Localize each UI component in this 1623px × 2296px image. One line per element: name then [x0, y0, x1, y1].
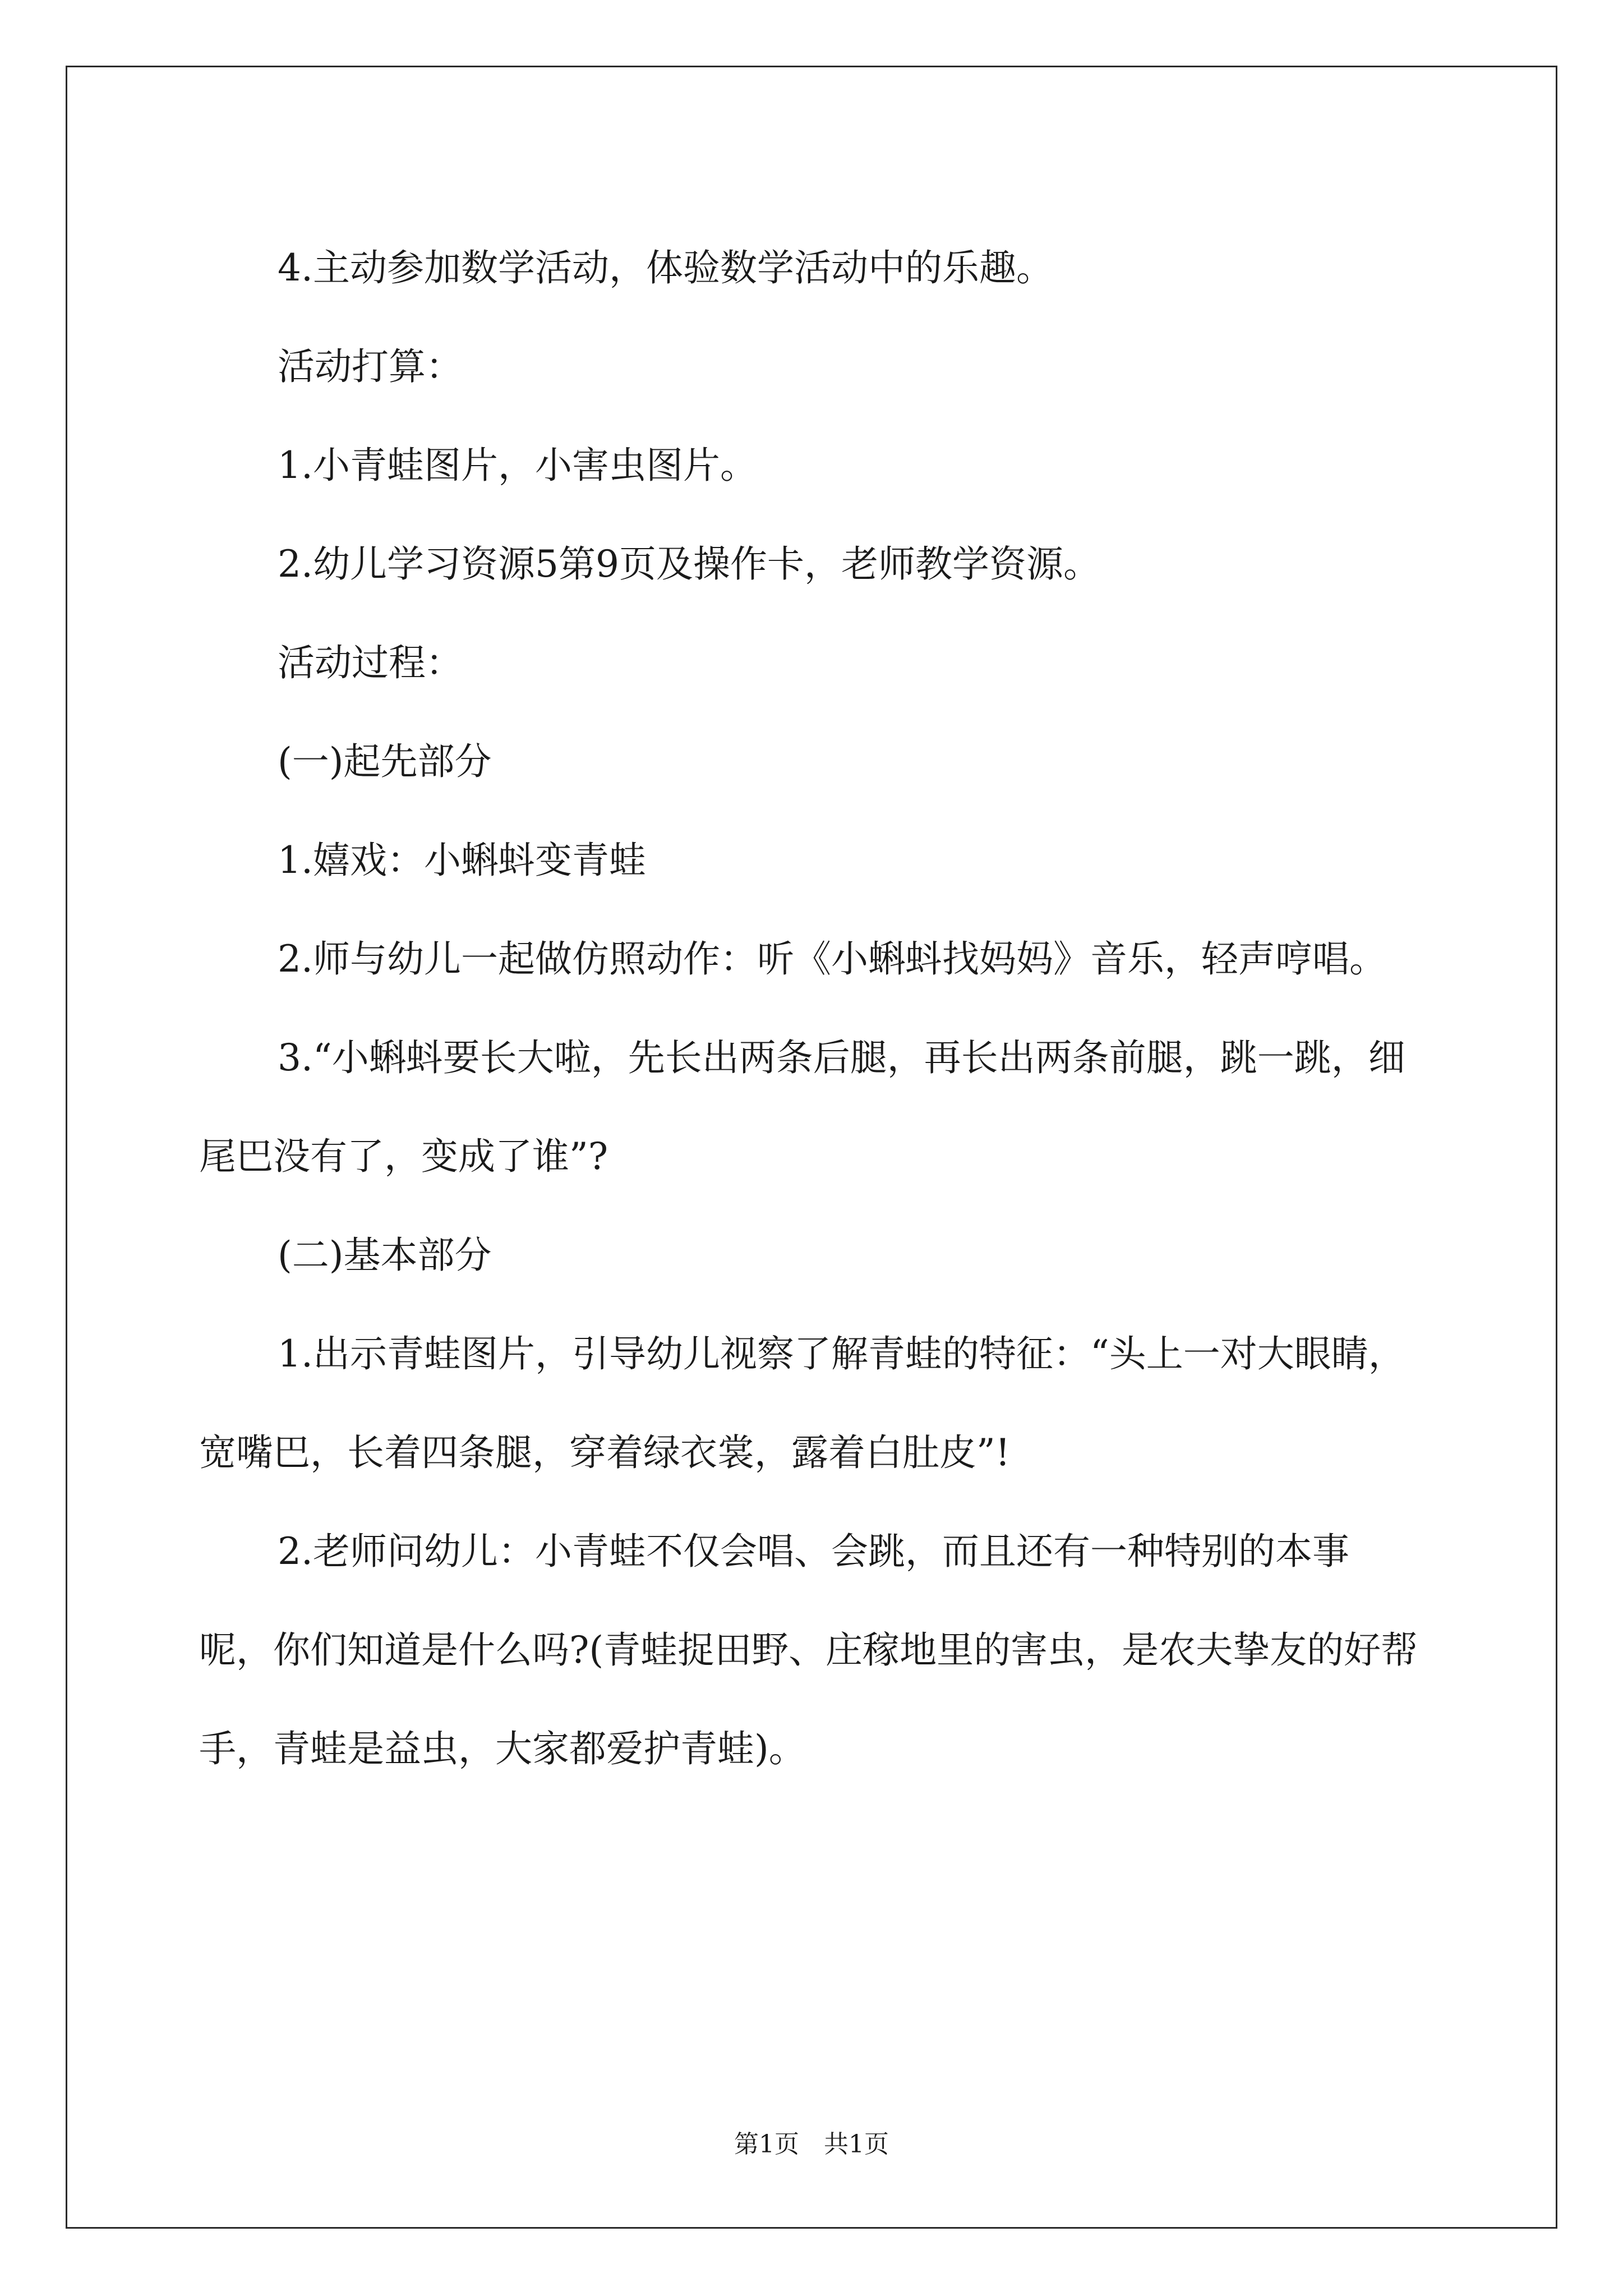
paragraph: 1.嬉戏：小蝌蚪变青蛙 [278, 839, 646, 882]
paragraph: 2.老师问幼儿：小青蛙不仅会唱、会跳，而且还有一种特别的本事呢，你们知道是什么吗?(青蛙捉田野、庄稼地里的害虫，是农夫挚友的好帮手，青蛙是益虫，大家都爱护青蛙)。 [199, 1530, 1418, 1770]
paragraph: 1.出示青蛙图片，引导幼儿视察了解青蛙的特征：“头上一对大眼睛，宽嘴巴，长着四条腿，穿着绿衣裳，露着白肚皮”! [199, 1332, 1405, 1474]
paragraph: 1.小青蛙图片，小害虫图片。 [278, 444, 757, 487]
paragraph: 2.师与幼儿一起做仿照动作：听《小蝌蚪找妈妈》音乐，轻声哼唱。 [278, 937, 1386, 981]
paragraph: 3.“小蝌蚪要长大啦，先长出两条后腿，再长出两条前腿，跳一跳，细尾巴没有了，变成了谁”? [199, 1036, 1405, 1178]
paragraph: 活动打算： [278, 345, 463, 388]
paragraph: 2.幼儿学习资源5第9页及操作卡，老师教学资源。 [278, 542, 1100, 586]
paragraph: 4.主动参加数学活动，体验数学活动中的乐趣。 [278, 246, 1053, 289]
page-footer: 第1页 共1页 [734, 2130, 889, 2159]
paragraph: (一)起先部分 [278, 740, 492, 783]
paragraph: 活动过程： [278, 641, 463, 684]
paragraph: (二)基本部分 [278, 1234, 492, 1277]
document-body [199, 219, 1422, 1798]
